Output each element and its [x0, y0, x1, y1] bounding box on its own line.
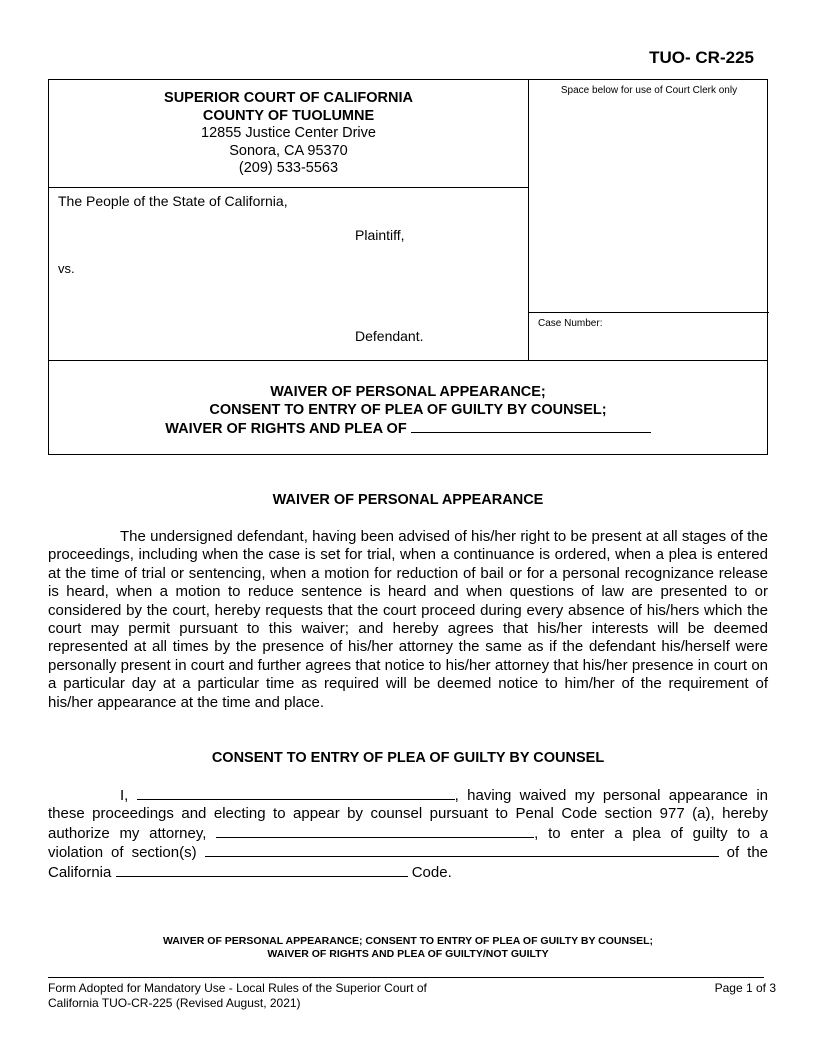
vs-label: vs.	[58, 261, 75, 276]
consent-line-5: California Code.	[48, 863, 452, 881]
footer-adopted-line-2: California TUO-CR-225 (Revised August, 2021)	[48, 996, 301, 1010]
caption-divider	[528, 80, 529, 360]
defendant-name-blank[interactable]	[137, 786, 455, 800]
defendant-label: Defendant.	[355, 328, 424, 344]
waiver-body: The undersigned defendant, having been advised of his/her right to be present at all stages of the proceedings, including when the case is set for trial, when a continuance is ordered, when a plea is entered at the time of trial or sentencing, when a motion for reduction of bail or for a personal recognizance release is heard, when a motion to reduce sentence is heard and when questions of law are presented to or considered by the court, hereby requests that the court proceed during every absence of his/hers which the court may permit pursuant to this waiver; and hereby agrees that his/her interests will be deemed represented at all times by the presence of his/her attorney the same as if the defendant his/herself were personally present in court and further agrees that notice to his/her attorney that his/her presence in court on a particular day at a particular time as required will be deemed notice to him/her of the requirement of his/her appearance at the time and place.	[48, 528, 768, 711]
form-number: TUO- CR-225	[649, 48, 754, 67]
consent-line-1: I, , having waived my personal appearance in	[120, 787, 768, 804]
case-number-label: Case Number:	[538, 318, 603, 329]
consent-heading: CONSENT TO ENTRY OF PLEA OF GUILTY BY COUNSEL	[211, 750, 605, 766]
court-street: 12855 Justice Center Drive	[201, 125, 376, 141]
title-line-1: WAIVER OF PERSONAL APPEARANCE;	[270, 384, 546, 400]
plea-blank[interactable]	[411, 419, 651, 433]
footer-title	[48, 935, 768, 961]
case-divider	[528, 312, 769, 313]
consent-line-3: authorize my attorney, , to enter a plea of guilty to a	[48, 824, 768, 842]
footer-adopted	[48, 981, 427, 1011]
footer-rule	[48, 977, 764, 978]
consent-line-2: these proceedings and electing to appear by counsel pursuant to Penal Code section 977 (a), hereby	[48, 805, 768, 823]
waiver-heading: WAIVER OF PERSONAL APPEARANCE	[272, 492, 544, 508]
consent-line-4: violation of section(s) of the	[48, 844, 768, 862]
people-label: The People of the State of California,	[58, 193, 288, 209]
page-number: Page 1 of 3	[714, 981, 776, 995]
footer-title-line-2: WAIVER OF RIGHTS AND PLEA OF GUILTY/NOT GUILTY	[267, 948, 549, 960]
clerk-space-label: Space below for use of Court Clerk only	[560, 85, 738, 96]
court-city: Sonora, CA 95370	[229, 142, 348, 159]
court-phone: (209) 533-5563	[238, 160, 339, 176]
attorney-name-blank[interactable]	[216, 824, 534, 838]
court-divider	[49, 187, 528, 188]
code-blank[interactable]	[116, 863, 408, 877]
plaintiff-label: Plaintiff,	[355, 227, 405, 243]
footer-adopted-line-1: Form Adopted for Mandatory Use - Local Rules of the Superior Court of	[48, 981, 427, 995]
court-info	[49, 90, 528, 178]
footer-title-line-1: WAIVER OF PERSONAL APPEARANCE; CONSENT TO ENTRY OF PLEA OF GUILTY BY COUNSEL;	[162, 935, 654, 947]
title-line-2: CONSENT TO ENTRY OF PLEA OF GUILTY BY COUNSEL;	[209, 401, 607, 418]
caption-box	[48, 79, 768, 455]
waiver-paragraph	[48, 528, 768, 712]
title-line-3	[49, 419, 767, 439]
consent-paragraph	[48, 786, 768, 882]
court-county: COUNTY OF TUOLUMNE	[202, 107, 375, 124]
title-divider	[49, 360, 767, 361]
court-name: SUPERIOR COURT OF CALIFORNIA	[164, 90, 413, 106]
section-blank[interactable]	[205, 843, 719, 857]
title-line-3-text: WAIVER OF RIGHTS AND PLEA OF	[165, 421, 407, 437]
form-title	[49, 384, 767, 439]
